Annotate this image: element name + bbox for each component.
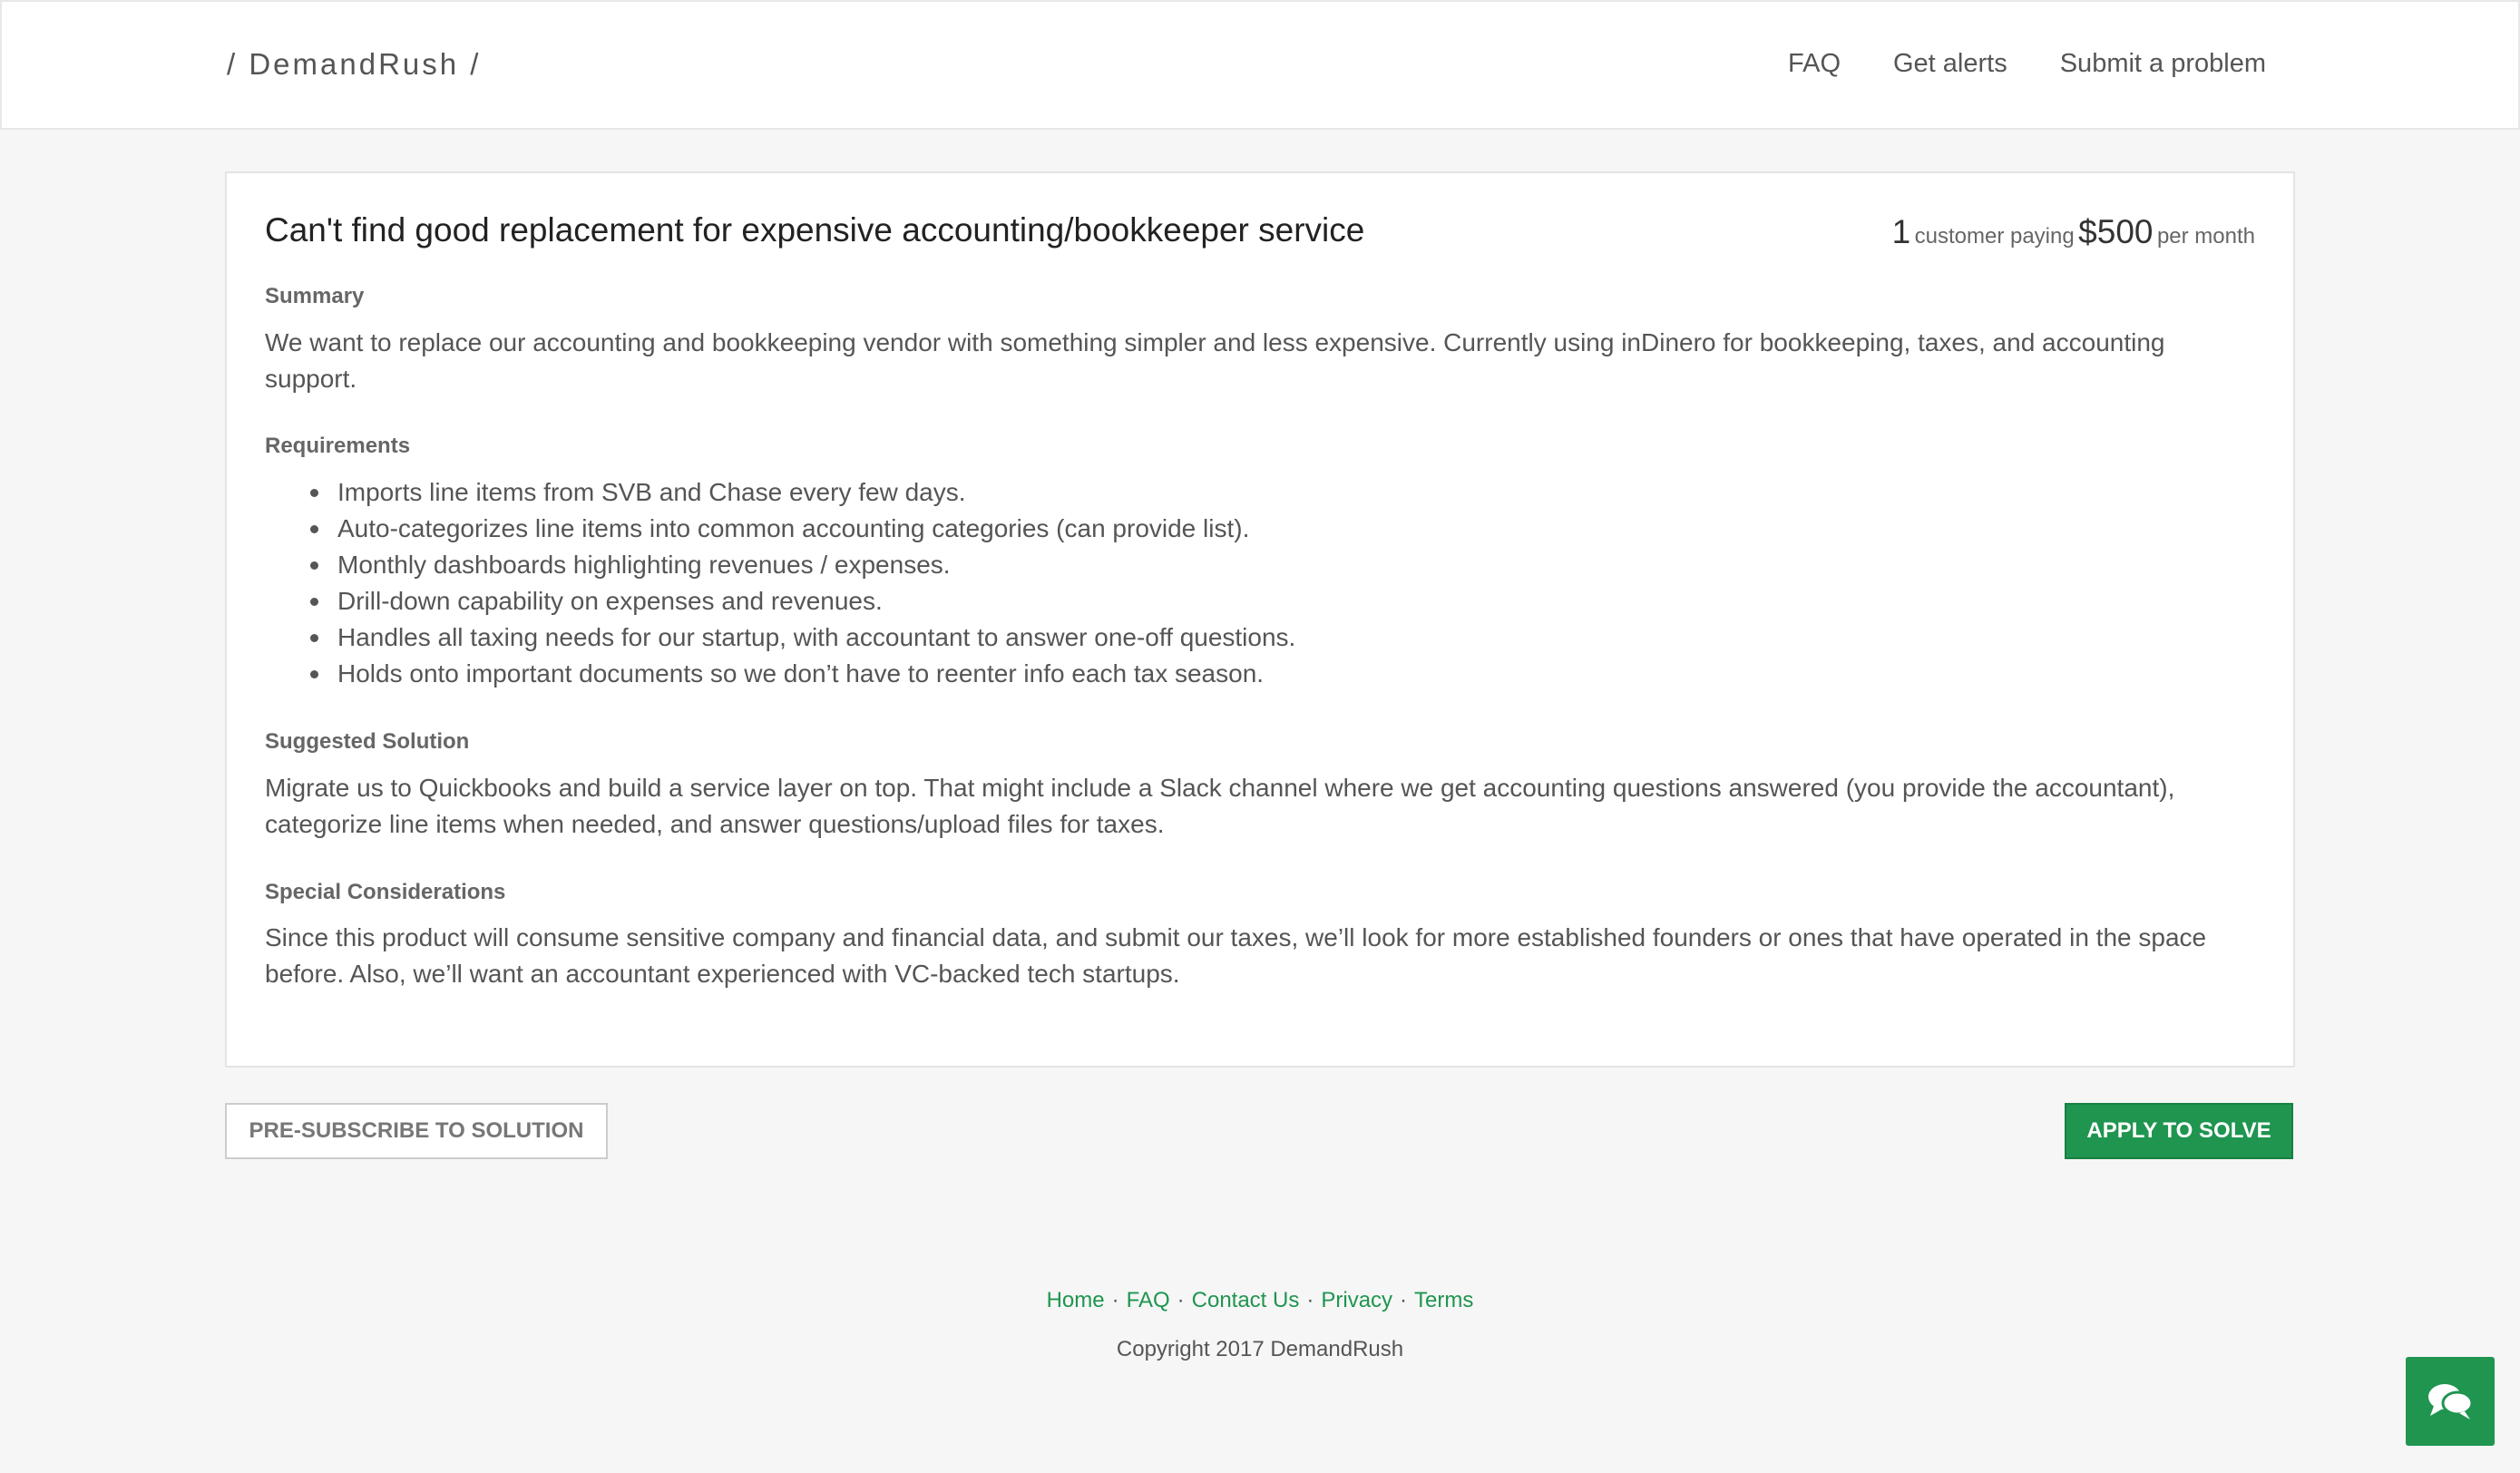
customer-count: 1 xyxy=(1891,213,1911,250)
chat-bubbles-icon xyxy=(2427,1381,2474,1421)
nav-links xyxy=(1788,49,2266,79)
footer-links xyxy=(0,1288,2520,1313)
requirements-list xyxy=(265,474,1295,692)
copyright-text: Copyright 2017 DemandRush xyxy=(1116,1337,1404,1361)
nav-link-submit-problem[interactable]: Submit a problem xyxy=(2059,49,2266,78)
suggested-solution-label: Suggested Solution xyxy=(265,729,470,754)
footer-separator: · xyxy=(1400,1288,1408,1312)
summary-label: Summary xyxy=(265,284,365,308)
list-item: Holds onto important documents so we don’t have to reenter info each tax season. xyxy=(265,656,1295,692)
problem-panel xyxy=(225,171,2295,1068)
list-item: Monthly dashboards highlighting revenues / expenses. xyxy=(265,547,1295,583)
top-navbar xyxy=(0,0,2520,130)
nav-link-faq[interactable]: FAQ xyxy=(1787,49,1841,78)
special-considerations-label: Special Considerations xyxy=(265,880,506,904)
footer-link-contact-us[interactable]: Contact Us xyxy=(1191,1288,1300,1312)
list-item: Drill-down capability on expenses and revenues. xyxy=(265,583,1295,619)
footer-separator: · xyxy=(1306,1288,1314,1312)
footer-link-home[interactable]: Home xyxy=(1046,1288,1105,1312)
apply-to-solve-button[interactable]: APPLY TO SOLVE xyxy=(2065,1103,2293,1159)
chat-widget-button[interactable] xyxy=(2406,1357,2495,1446)
footer-link-faq[interactable]: FAQ xyxy=(1126,1288,1170,1312)
requirements-label: Requirements xyxy=(265,434,411,458)
price-summary xyxy=(1892,213,2255,251)
price-amount: $500 xyxy=(2078,213,2154,250)
list-item: Handles all taxing needs for our startup, with accountant to answer one-off questions. xyxy=(265,619,1295,656)
problem-title: Can't find good replacement for expensive accounting/bookkeeper service xyxy=(265,211,1365,249)
nav-link-get-alerts[interactable]: Get alerts xyxy=(1893,49,2007,78)
footer-link-privacy[interactable]: Privacy xyxy=(1321,1288,1393,1312)
brand-logo[interactable]: / DemandRush / xyxy=(227,47,482,81)
suggested-solution-text: Migrate us to Quickbooks and build a service layer on top. That might include a Slack channel where we get accounting questions answered (you provide the accountant), categorize line items when needed, and answer questions/upload files for taxes. xyxy=(265,774,2175,838)
pre-subscribe-button[interactable]: PRE-SUBSCRIBE TO SOLUTION xyxy=(225,1103,608,1159)
list-item: Imports line items from SVB and Chase every few days. xyxy=(265,474,1295,511)
price-period: per month xyxy=(2156,224,2255,249)
footer-separator: · xyxy=(1111,1288,1119,1312)
summary-text: We want to replace our accounting and bookkeeping vendor with something simpler and less expensive. Currently using inDinero for bookkeeping, taxes, and accounting support. xyxy=(265,328,2165,393)
special-considerations-text: Since this product will consume sensitive company and financial data, and submit our taxes, we’ll look for more established founders or ones that have operated in the space before. Also, we’ll want an accountant experienced with VC-backed tech startups. xyxy=(265,923,2207,988)
customer-paying-label: customer paying xyxy=(1914,224,2075,249)
list-item: Auto-categorizes line items into common accounting categories (can provide list). xyxy=(265,511,1295,547)
footer-separator: · xyxy=(1177,1288,1185,1312)
footer-link-terms[interactable]: Terms xyxy=(1414,1288,1474,1312)
